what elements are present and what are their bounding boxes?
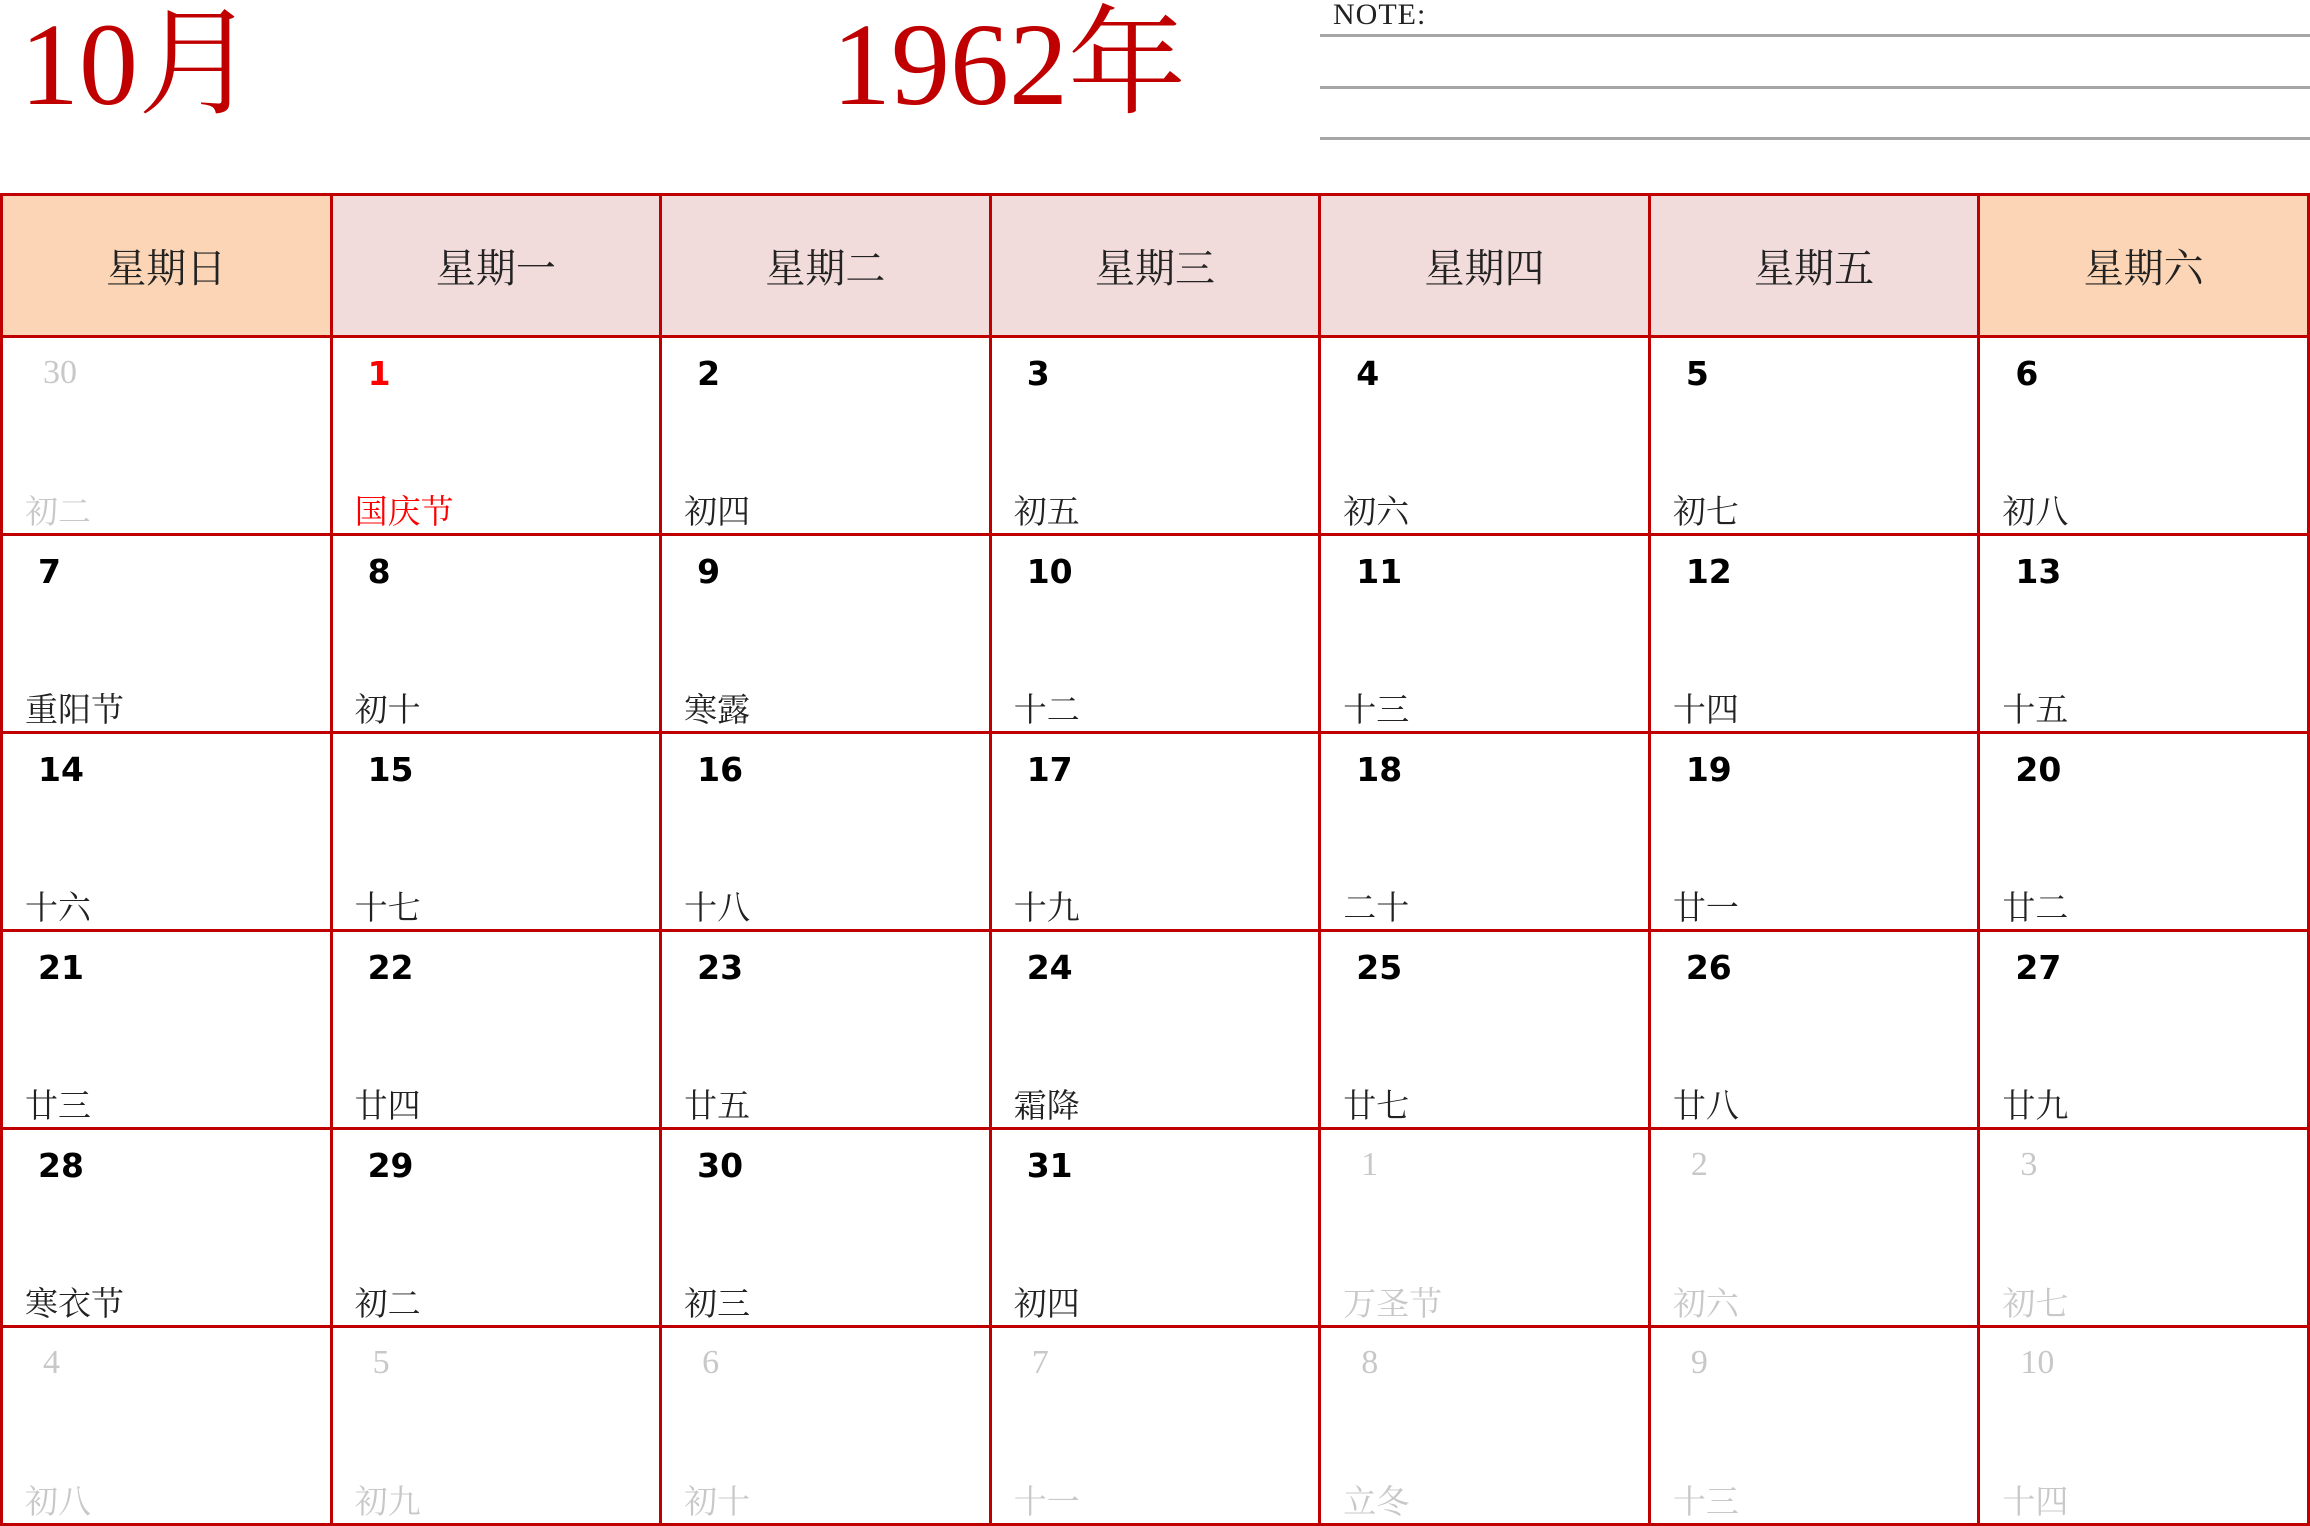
lunar-date: 初七 bbox=[2002, 1287, 2069, 1323]
weekday-header-3: 星期三 bbox=[990, 195, 1320, 337]
day-cell[interactable] bbox=[1979, 337, 2309, 535]
day-cell-other-month[interactable] bbox=[1979, 1129, 2309, 1327]
day-cell[interactable] bbox=[2, 931, 332, 1129]
day-number: 23 bbox=[697, 948, 744, 987]
week-row bbox=[2, 337, 2309, 535]
lunar-date: 廿四 bbox=[354, 1089, 421, 1125]
day-cell[interactable] bbox=[990, 931, 1320, 1129]
week-row bbox=[2, 1327, 2309, 1525]
day-cell[interactable] bbox=[1320, 337, 1650, 535]
week-row bbox=[2, 1129, 2309, 1327]
lunar-date: 初四 bbox=[1013, 1287, 1080, 1323]
lunar-date: 二十 bbox=[1343, 891, 1410, 927]
day-cell[interactable] bbox=[990, 733, 1320, 931]
day-number: 15 bbox=[367, 750, 414, 789]
day-cell[interactable] bbox=[990, 337, 1320, 535]
day-number: 28 bbox=[38, 1146, 84, 1185]
day-cell[interactable] bbox=[661, 535, 991, 733]
weekday-header-2: 星期二 bbox=[661, 195, 991, 337]
weekday-header-6: 星期六 bbox=[1979, 195, 2309, 337]
day-number: 2 bbox=[697, 354, 721, 393]
day-cell[interactable] bbox=[331, 1129, 661, 1327]
lunar-date: 初四 bbox=[684, 495, 751, 531]
day-number: 30 bbox=[697, 1146, 744, 1185]
day-number: 31 bbox=[1026, 1146, 1073, 1185]
day-cell[interactable] bbox=[1320, 931, 1650, 1129]
day-number: 21 bbox=[38, 948, 84, 987]
lunar-date: 十三 bbox=[1343, 693, 1410, 729]
calendar-table bbox=[0, 193, 2310, 1526]
day-number: 3 bbox=[2020, 1146, 2038, 1183]
day-number: 25 bbox=[1356, 948, 1403, 987]
day-number: 6 bbox=[2015, 354, 2039, 393]
lunar-date: 廿一 bbox=[1672, 891, 1739, 927]
day-cell[interactable] bbox=[1649, 535, 1979, 733]
day-cell[interactable] bbox=[2, 1129, 332, 1327]
note-label: NOTE: bbox=[1333, 0, 1427, 31]
day-cell-other-month[interactable] bbox=[2, 1327, 332, 1525]
day-number: 20 bbox=[2015, 750, 2062, 789]
lunar-date: 初七 bbox=[1672, 495, 1739, 531]
lunar-date: 初九 bbox=[354, 1485, 421, 1521]
day-number: 18 bbox=[1356, 750, 1403, 789]
lunar-date: 十四 bbox=[1672, 693, 1739, 729]
lunar-date: 十六 bbox=[25, 891, 91, 927]
day-number: 7 bbox=[1031, 1344, 1049, 1381]
lunar-date: 初五 bbox=[1013, 495, 1080, 531]
day-number: 4 bbox=[43, 1344, 60, 1381]
lunar-date: 廿五 bbox=[684, 1089, 751, 1125]
calendar-body bbox=[2, 337, 2309, 1525]
lunar-date: 国庆节 bbox=[354, 495, 454, 531]
day-cell[interactable] bbox=[331, 337, 661, 535]
day-cell-other-month[interactable] bbox=[661, 1327, 991, 1525]
day-number: 19 bbox=[1685, 750, 1732, 789]
day-cell[interactable] bbox=[661, 1129, 991, 1327]
day-number: 12 bbox=[1685, 552, 1732, 591]
calendar-grid bbox=[0, 193, 2310, 1524]
day-number: 8 bbox=[367, 552, 391, 591]
lunar-date: 十九 bbox=[1013, 891, 1080, 927]
lunar-date: 廿七 bbox=[1343, 1089, 1410, 1125]
note-line[interactable] bbox=[1320, 34, 2310, 37]
day-cell-other-month[interactable] bbox=[1320, 1327, 1650, 1525]
lunar-date: 十三 bbox=[1672, 1485, 1739, 1521]
day-cell[interactable] bbox=[331, 733, 661, 931]
day-cell-other-month[interactable] bbox=[1979, 1327, 2309, 1525]
weekday-header-4: 星期四 bbox=[1320, 195, 1650, 337]
lunar-date: 廿九 bbox=[2002, 1089, 2069, 1125]
day-number: 9 bbox=[1690, 1344, 1708, 1381]
lunar-date: 初八 bbox=[2002, 495, 2069, 531]
lunar-date: 立冬 bbox=[1343, 1485, 1410, 1521]
day-cell[interactable] bbox=[661, 337, 991, 535]
lunar-date: 寒衣节 bbox=[25, 1287, 124, 1323]
lunar-date: 十四 bbox=[2002, 1485, 2069, 1521]
weekday-header-1: 星期一 bbox=[331, 195, 661, 337]
day-cell[interactable] bbox=[1320, 535, 1650, 733]
lunar-date: 初二 bbox=[25, 495, 91, 531]
week-row bbox=[2, 931, 2309, 1129]
day-number: 10 bbox=[2020, 1344, 2055, 1381]
day-cell[interactable] bbox=[1649, 733, 1979, 931]
day-cell-other-month[interactable] bbox=[2, 337, 332, 535]
weekday-header-5: 星期五 bbox=[1649, 195, 1979, 337]
day-number: 1 bbox=[1361, 1146, 1379, 1183]
day-number: 27 bbox=[2015, 948, 2062, 987]
day-number: 17 bbox=[1026, 750, 1073, 789]
day-number: 6 bbox=[702, 1344, 720, 1381]
lunar-date: 寒露 bbox=[684, 693, 751, 729]
note-line[interactable] bbox=[1320, 86, 2310, 89]
day-number: 26 bbox=[1685, 948, 1732, 987]
lunar-date: 十五 bbox=[2002, 693, 2069, 729]
lunar-date: 万圣节 bbox=[1343, 1287, 1443, 1323]
lunar-date: 霜降 bbox=[1013, 1089, 1080, 1125]
day-cell[interactable] bbox=[990, 535, 1320, 733]
day-number: 13 bbox=[2015, 552, 2062, 591]
lunar-date: 十七 bbox=[354, 891, 421, 927]
day-number: 14 bbox=[38, 750, 84, 789]
day-number: 30 bbox=[43, 354, 77, 391]
day-number: 5 bbox=[372, 1344, 390, 1381]
day-cell[interactable] bbox=[1320, 733, 1650, 931]
day-number: 2 bbox=[1690, 1146, 1708, 1183]
lunar-date: 十二 bbox=[1013, 693, 1080, 729]
day-number: 3 bbox=[1026, 354, 1050, 393]
note-line[interactable] bbox=[1320, 137, 2310, 140]
day-cell-other-month[interactable] bbox=[1649, 1129, 1979, 1327]
weekday-header-row bbox=[2, 195, 2309, 337]
lunar-date: 初六 bbox=[1672, 1287, 1739, 1323]
day-cell[interactable] bbox=[331, 931, 661, 1129]
day-cell[interactable] bbox=[2, 733, 332, 931]
lunar-date: 初二 bbox=[354, 1287, 421, 1323]
lunar-date: 初八 bbox=[25, 1485, 91, 1521]
day-cell[interactable] bbox=[2, 535, 332, 733]
year-title: 1962年 bbox=[832, 0, 1187, 130]
day-cell-other-month[interactable] bbox=[1320, 1129, 1650, 1327]
note-area[interactable] bbox=[1320, 0, 2310, 145]
week-row bbox=[2, 535, 2309, 733]
lunar-date: 十八 bbox=[684, 891, 751, 927]
day-number: 4 bbox=[1356, 354, 1380, 393]
lunar-date: 初六 bbox=[1343, 495, 1410, 531]
day-number: 8 bbox=[1361, 1344, 1379, 1381]
day-cell[interactable] bbox=[661, 931, 991, 1129]
day-number: 7 bbox=[38, 552, 61, 591]
day-cell[interactable] bbox=[1979, 733, 2309, 931]
day-cell[interactable] bbox=[1649, 931, 1979, 1129]
day-cell[interactable] bbox=[990, 1129, 1320, 1327]
day-number: 24 bbox=[1026, 948, 1073, 987]
week-row bbox=[2, 733, 2309, 931]
lunar-date: 重阳节 bbox=[25, 693, 124, 729]
day-number: 9 bbox=[697, 552, 721, 591]
day-cell[interactable] bbox=[331, 535, 661, 733]
day-cell[interactable] bbox=[1979, 931, 2309, 1129]
lunar-date: 初十 bbox=[354, 693, 421, 729]
day-number: 22 bbox=[367, 948, 414, 987]
day-cell[interactable] bbox=[1649, 337, 1979, 535]
day-cell-other-month[interactable] bbox=[1649, 1327, 1979, 1525]
day-cell[interactable] bbox=[1979, 535, 2309, 733]
day-cell-other-month[interactable] bbox=[990, 1327, 1320, 1525]
lunar-date: 初十 bbox=[684, 1485, 751, 1521]
day-number: 16 bbox=[697, 750, 744, 789]
weekday-header-0: 星期日 bbox=[2, 195, 332, 337]
day-cell-other-month[interactable] bbox=[331, 1327, 661, 1525]
day-number: 1 bbox=[367, 354, 391, 393]
lunar-date: 廿八 bbox=[1672, 1089, 1739, 1125]
lunar-date: 十一 bbox=[1013, 1485, 1080, 1521]
day-number: 11 bbox=[1356, 552, 1403, 591]
lunar-date: 廿二 bbox=[2002, 891, 2069, 927]
month-title: 10月 bbox=[20, 0, 257, 130]
day-number: 5 bbox=[1685, 354, 1709, 393]
lunar-date: 廿三 bbox=[25, 1089, 91, 1125]
day-cell[interactable] bbox=[661, 733, 991, 931]
lunar-date: 初三 bbox=[684, 1287, 751, 1323]
day-number: 29 bbox=[367, 1146, 414, 1185]
day-number: 10 bbox=[1026, 552, 1073, 591]
